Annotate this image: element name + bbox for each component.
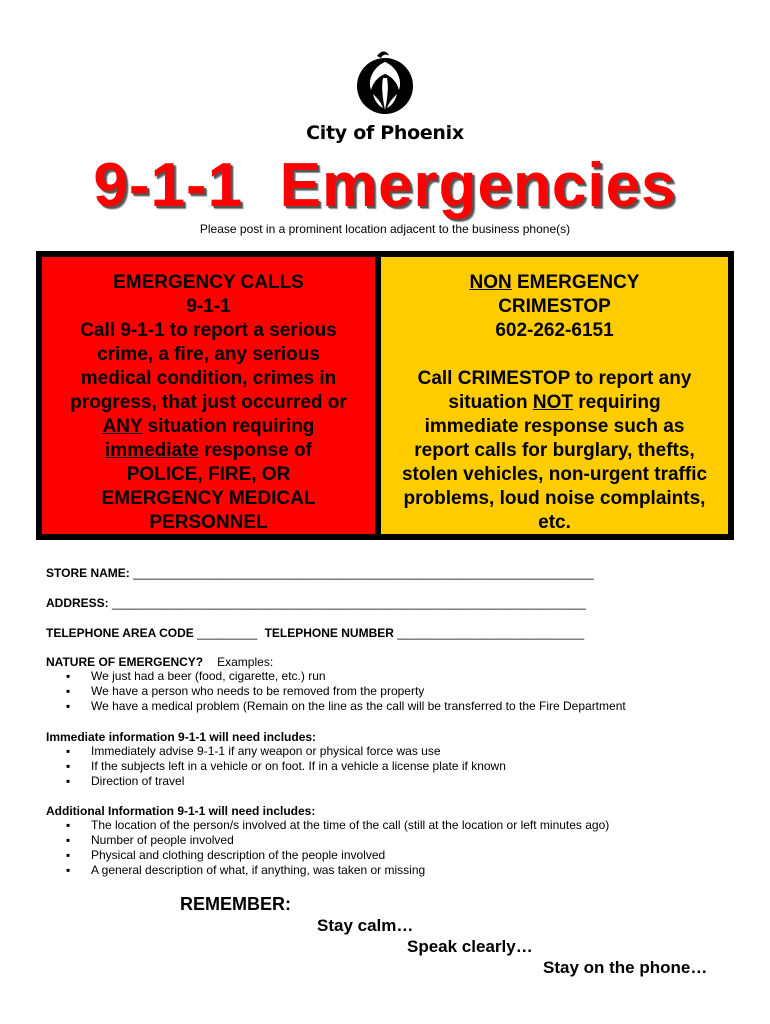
list-item: ▪ Physical and clothing description of the people involved	[46, 848, 609, 863]
nature-list	[46, 669, 626, 714]
address-field[interactable]: _______________________________________________________________________	[112, 596, 586, 610]
non-emergency-text-line	[381, 391, 728, 415]
emergency-calls-panel	[42, 257, 375, 534]
remember-heading: REMEMBER:	[180, 894, 291, 914]
list-item: ▪ A general description of what, if anything, was taken or missing	[46, 863, 609, 878]
store-name-label: STORE NAME:	[46, 566, 130, 580]
info-panels	[36, 251, 734, 540]
address-label: ADDRESS:	[46, 596, 109, 610]
list-item: ▪ Immediately advise 9-1-1 if any weapon or physical force was use	[46, 744, 506, 759]
emergency-text-fragment: situation requiring	[142, 416, 315, 437]
non-emergency-heading	[381, 271, 728, 295]
list-item: ▪ Direction of travel	[46, 774, 506, 789]
emergency-text-line	[42, 415, 375, 439]
emergency-text-line: crime, a fire, any serious	[97, 344, 320, 365]
remember-stay-calm: Stay calm…	[317, 916, 414, 935]
crimestop-label: CRIMESTOP	[498, 296, 611, 317]
telephone-number-label: TELEPHONE NUMBER	[264, 626, 394, 640]
non-emergency-text-line: stolen vehicles, non-urgent traffic	[401, 464, 708, 485]
non-emergency-text-line: immediate response such as	[424, 416, 685, 437]
page-title: 9-1-1 Emergencies	[93, 151, 677, 220]
city-name: City of Phoenix	[306, 122, 464, 144]
immediate-list	[46, 744, 506, 789]
immediate-information-section	[46, 730, 506, 789]
store-name-row	[46, 566, 594, 580]
area-code-label: TELEPHONE AREA CODE	[46, 626, 194, 640]
emergency-text-line: PERSONNEL	[149, 512, 268, 533]
remember-stay-on-phone: Stay on the phone…	[543, 958, 708, 977]
non-emphasis: NON	[469, 272, 512, 293]
list-item: ▪ Number of people involved	[46, 833, 609, 848]
any-emphasis: ANY	[102, 416, 143, 437]
emergency-heading: EMERGENCY CALLS	[113, 272, 304, 293]
area-code-field[interactable]: _________	[197, 626, 258, 640]
additional-information-section	[46, 804, 609, 878]
emergency-number: 9-1-1	[186, 296, 231, 317]
emergency-text-line: Call 9-1-1 to report a serious	[80, 320, 337, 341]
non-emergency-text-line: etc.	[538, 512, 571, 533]
emergency-text-fragment: response of	[199, 440, 312, 461]
emergency-text-line: POLICE, FIRE, OR	[126, 464, 291, 485]
list-item: ▪ We have a medical problem (Remain on the line as the call will be transferred to the Fire Department	[46, 699, 626, 714]
additional-list	[46, 818, 609, 878]
non-emergency-panel	[381, 257, 728, 534]
immediate-emphasis: immediate	[105, 440, 199, 461]
list-item: ▪ We just had a beer (food, cigarette, etc.) run	[46, 669, 626, 684]
nature-of-emergency-section	[46, 655, 626, 714]
panel-spacer	[381, 343, 728, 367]
telephone-number-field[interactable]: ____________________________	[397, 626, 585, 640]
emergency-text-line: EMERGENCY MEDICAL	[101, 488, 316, 509]
phoenix-bird-logo-icon	[353, 48, 417, 120]
address-row	[46, 596, 586, 610]
telephone-row	[46, 626, 584, 640]
list-item: ▪ We have a person who needs to be removed from the property	[46, 684, 626, 699]
examples-label: Examples:	[217, 655, 274, 669]
non-emergency-text-fragment: situation	[448, 392, 533, 413]
emergency-text-line: medical condition, crimes in	[80, 368, 337, 389]
nature-heading-row	[46, 655, 626, 669]
non-emergency-text-line: report calls for burglary, thefts,	[414, 440, 695, 461]
non-emergency-text-line: problems, loud noise complaints,	[403, 488, 706, 509]
nature-heading: NATURE OF EMERGENCY?	[46, 655, 204, 669]
subtitle: Please post in a prominent location adjacent to the business phone(s)	[199, 222, 571, 236]
emergency-text-line	[42, 439, 375, 463]
non-emergency-text-line: Call CRIMESTOP to report any	[417, 368, 692, 389]
store-name-field[interactable]: _____________________________________________________________________	[133, 566, 594, 580]
emergency-text-line: progress, that just occurred or	[70, 392, 347, 413]
non-emergency-heading-rest: EMERGENCY	[511, 272, 640, 293]
remember-speak-clearly: Speak clearly…	[407, 937, 533, 956]
list-item: ▪ If the subjects left in a vehicle or on foot. If in a vehicle a license plate if known	[46, 759, 506, 774]
immediate-heading: Immediate information 9-1-1 will need includes:	[46, 730, 317, 744]
non-emergency-text-fragment: requiring	[572, 392, 661, 413]
additional-heading: Additional Information 9-1-1 will need includes:	[46, 804, 316, 818]
not-emphasis: NOT	[532, 392, 573, 413]
crimestop-phone: 602-262-6151	[495, 320, 614, 341]
list-item: ▪ The location of the person/s involved at the time of the call (still at the location or left minutes ago)	[46, 818, 609, 833]
